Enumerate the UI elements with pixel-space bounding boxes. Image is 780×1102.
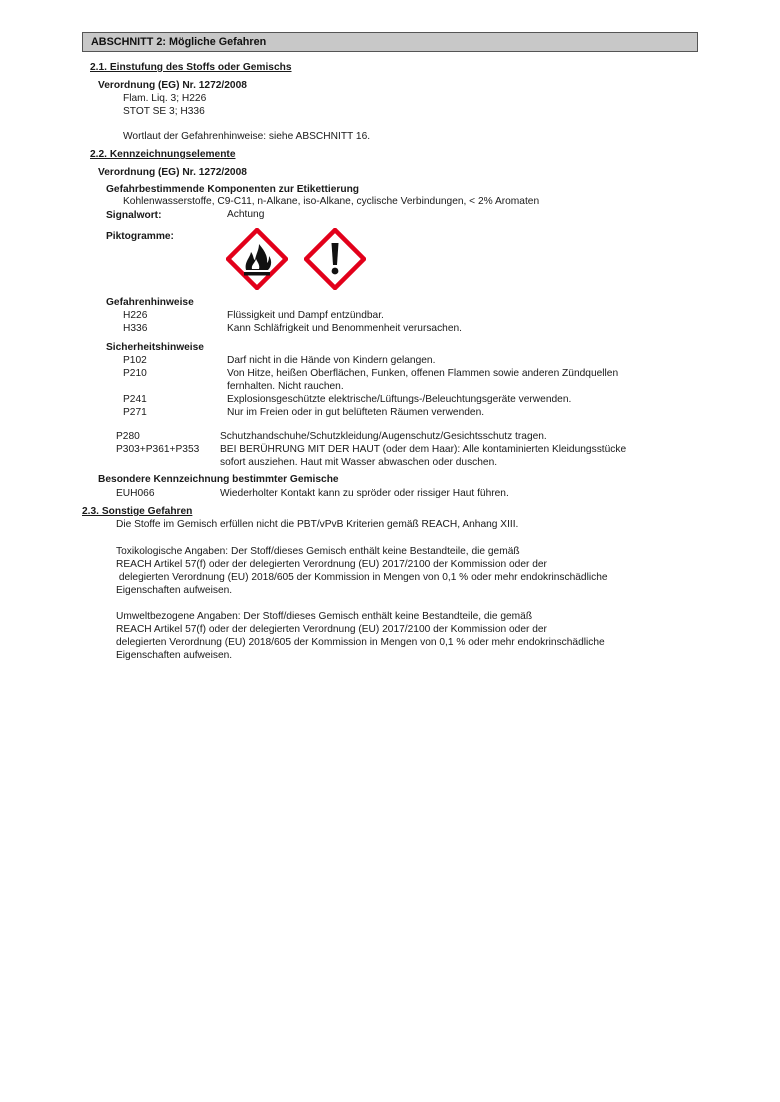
- precaution-code: P280: [116, 431, 140, 442]
- precaution-code: P241: [123, 394, 147, 405]
- special-text: Wiederholter Kontakt kann zu spröder oder rissiger Haut führen.: [220, 488, 509, 499]
- precaution-text: Nur im Freien oder in gut belüfteten Räumen verwenden.: [227, 407, 485, 418]
- signal-word-label: Signalwort:: [106, 210, 162, 221]
- section-2-1-title: 2.1. Einstufung des Stoffs oder Gemischs: [90, 62, 292, 73]
- env-line: Umweltbezogene Angaben: Der Stoff/dieses Gemisch enthält keine Bestandteile, die gemäß: [116, 611, 533, 622]
- hazard-code: H336: [123, 323, 148, 334]
- classification-line: Flam. Liq. 3; H226: [123, 93, 207, 104]
- special-labelling-label: Besondere Kennzeichnung bestimmter Gemische: [98, 474, 339, 485]
- precaution-text: Von Hitze, heißen Oberflächen, Funken, offenen Flammen sowie anderen Zündquellen: [227, 368, 619, 379]
- section-2-2-title: 2.2. Kennzeichnungselemente: [90, 149, 236, 160]
- precaution-code: P271: [123, 407, 147, 418]
- hazard-text: Flüssigkeit und Dampf entzündbar.: [227, 310, 384, 321]
- precaution-text: BEI BERÜHRUNG MIT DER HAUT (oder dem Haar): Alle kontaminierten Kleidungsstücke: [220, 444, 627, 455]
- components-value: Kohlenwasserstoffe, C9-C11, n-Alkane, iso-Alkane, cyclische Verbindungen, < 2% Aromaten: [123, 196, 540, 207]
- section-2-3-title: 2.3. Sonstige Gefahren: [82, 506, 193, 517]
- tox-line: delegierten Verordnung (EU) 2018/605 der Kommission in Mengen von 0,1 % oder mehr endokrinschädliche: [116, 572, 608, 583]
- precaution-code: P102: [123, 355, 147, 366]
- exclamation-mark-icon: [304, 228, 366, 290]
- precaution-code: P303+P361+P353: [116, 444, 200, 455]
- hazard-text: Kann Schläfrigkeit und Benommenheit verursachen.: [227, 323, 463, 334]
- tox-line: Eigenschaften aufweisen.: [116, 585, 233, 596]
- pictograms-label: Piktogramme:: [106, 231, 174, 242]
- flame-icon: [226, 228, 288, 290]
- regulation-label-2-2: Verordnung (EG) Nr. 1272/2008: [98, 167, 247, 178]
- precautionary-statements-label: Sicherheitshinweise: [106, 342, 204, 353]
- env-line: Eigenschaften aufweisen.: [116, 650, 233, 661]
- components-label: Gefahrbestimmende Komponenten zur Etikettierung: [106, 184, 360, 195]
- regulation-label-2-1: Verordnung (EG) Nr. 1272/2008: [98, 80, 247, 91]
- section-header-bar: [82, 32, 698, 52]
- signal-word-value: Achtung: [227, 209, 265, 220]
- hazard-code: H226: [123, 310, 148, 321]
- env-line: delegierten Verordnung (EU) 2018/605 der Kommission in Mengen von 0,1 % oder mehr endokrinschädliche: [116, 637, 605, 648]
- special-code: EUH066: [116, 488, 155, 499]
- precaution-code: P210: [123, 368, 147, 379]
- precaution-text: sofort ausziehen. Haut mit Wasser abwaschen oder duschen.: [220, 457, 498, 468]
- pbt-statement: Die Stoffe im Gemisch erfüllen nicht die PBT/vPvB Kriterien gemäß REACH, Anhang XIII.: [116, 519, 519, 530]
- classification-line: STOT SE 3; H336: [123, 106, 205, 117]
- tox-line: REACH Artikel 57(f) oder der delegierten Verordnung (EU) 2017/2100 der Kommission oder der: [116, 559, 547, 570]
- wording-reference: Wortlaut der Gefahrenhinweise: siehe ABSCHNITT 16.: [123, 131, 371, 142]
- env-line: REACH Artikel 57(f) oder der delegierten Verordnung (EU) 2017/2100 der Kommission oder der: [116, 624, 547, 635]
- precaution-text: Darf nicht in die Hände von Kindern gelangen.: [227, 355, 436, 366]
- precaution-text: Schutzhandschuhe/Schutzkleidung/Augenschutz/Gesichtsschutz tragen.: [220, 431, 547, 442]
- section-header: ABSCHNITT 2: Mögliche Gefahren: [91, 36, 267, 48]
- tox-line: Toxikologische Angaben: Der Stoff/dieses Gemisch enthält keine Bestandteile, die gemäß: [116, 546, 520, 557]
- precaution-text: Explosionsgeschützte elektrische/Lüftungs-/Beleuchtungsgeräte verwenden.: [227, 394, 572, 405]
- precaution-text: fernhalten. Nicht rauchen.: [227, 381, 344, 392]
- hazard-statements-label: Gefahrenhinweise: [106, 297, 194, 308]
